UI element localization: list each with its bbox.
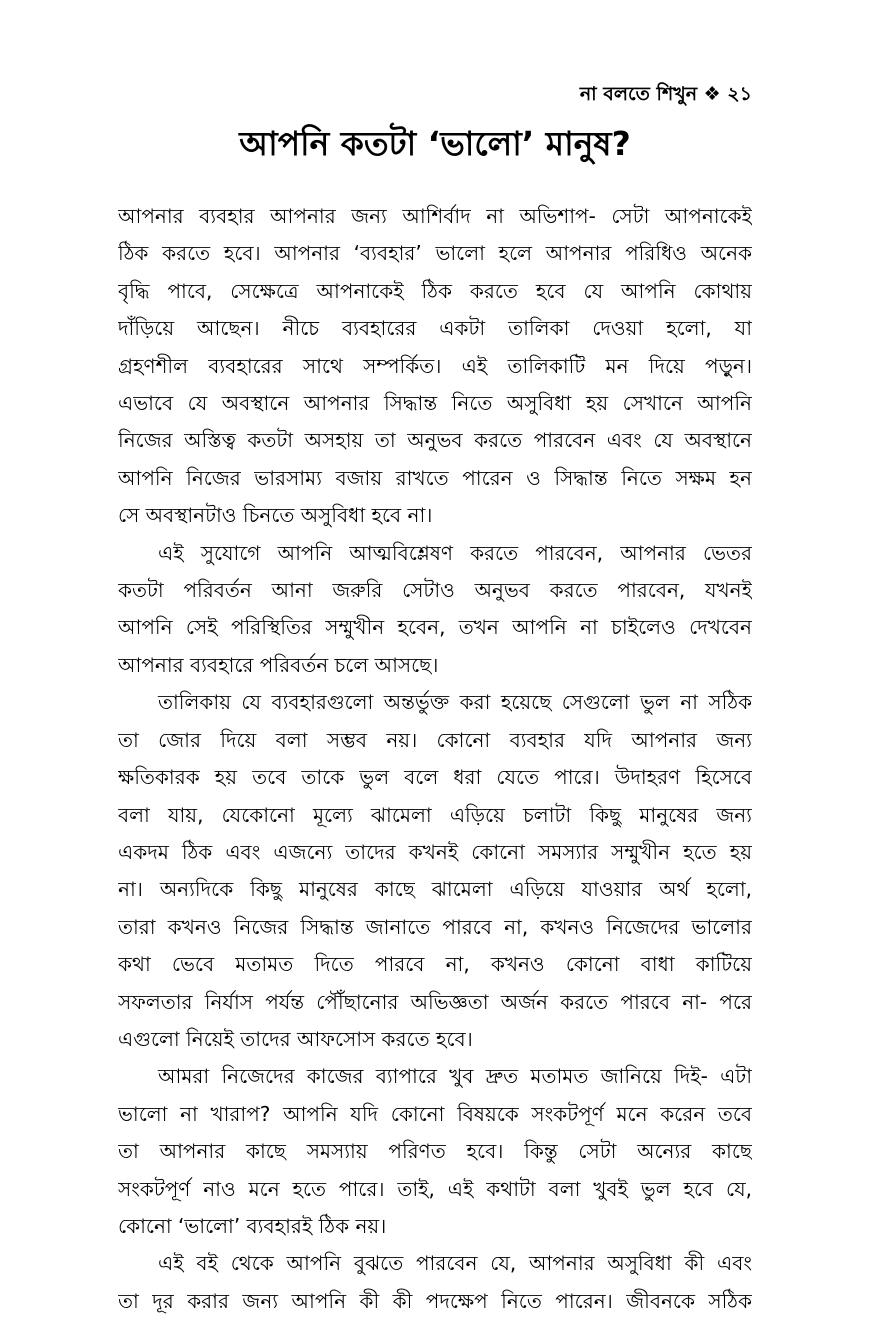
paragraph-3 <box>118 684 752 1058</box>
text-line: নিজের অস্তিত্ব কতটা অসহায় তা অনুভব করতে পারবেন এবং যে অবস্থানে <box>118 428 752 453</box>
page-title: আপনি কতটা ‘ভালো’ মানুষ? <box>239 124 631 163</box>
body-text <box>118 198 752 1320</box>
text-line: ভালো না খারাপ? আপনি যদি কোনো বিষয়কে সংকটপূর্ণ মনে করেন তবে <box>118 1101 752 1126</box>
text-line: না। অন্যদিকে কিছু মানুষের কাছে ঝামেলা এড়িয়ে যাওয়ার অর্থ হলো, <box>118 877 752 902</box>
text-line: আমরা নিজেদের কাজের ব্যাপারে খুব দ্রুত মতামত জানিয়ে দিই- এটা <box>158 1064 752 1089</box>
text-line: দাঁড়িয়ে আছেন। নীচে ব্যবহারের একটা তালিকা দেওয়া হলো, যা <box>118 316 752 341</box>
text-line: কোনো ‘ভালো’ ব্যবহারই ঠিক নয়। <box>118 1213 387 1238</box>
text-line: এভাবে যে অবস্থানে আপনার সিদ্ধান্ত নিতে অসুবিধা হয় সেখানে আপনি <box>118 391 752 416</box>
text-line: সফলতার নির্যাস পর্যন্ত পৌঁছানোর অভিজ্ঞতা অর্জন করতে পারবে না- পরে <box>118 989 752 1014</box>
paragraph-2 <box>118 535 752 685</box>
text-line: এই বই থেকে আপনি বুঝতে পারবেন যে, আপনার অসুবিধা কী এবং <box>158 1251 752 1276</box>
text-line: এই সুযোগে আপনি আত্মবিশ্লেষণ করতে পারবেন, আপনার ভেতর <box>158 540 752 565</box>
text-line: ক্ষতিকারক হয় তবে তাকে ভুল বলে ধরা যেতে পারে। উদাহরণ হিসেবে <box>118 765 752 790</box>
paragraph-5 <box>118 1245 752 1320</box>
text-line: তালিকায় যে ব্যবহারগুলো অন্তর্ভুক্ত করা হয়েছে সেগুলো ভুল না সঠিক <box>158 690 752 715</box>
text-line: একদম ঠিক এবং এজন্যে তাদের কখনই কোনো সমস্যার সম্মুখীন হতে হয় <box>118 839 752 864</box>
text-line: তা জোর দিয়ে বলা সম্ভব নয়। কোনো ব্যবহার যদি আপনার জন্য <box>118 727 752 752</box>
text-line: তা দূর করার জন্য আপনি কী কী পদক্ষেপ নিতে পারেন। জীবনকে সঠিক <box>118 1288 752 1313</box>
text-line: কতটা পরিবর্তন আনা জরুরি সেটাও অনুভব করতে পারবেন, যখনই <box>118 578 752 603</box>
text-line: সে অবস্থানটাও চিনতে অসুবিধা হবে না। <box>118 503 433 528</box>
text-line: সংকটপূর্ণ নাও মনে হতে পারে। তাই, এই কথাটা বলা খুবই ভুল হবে যে, <box>118 1176 752 1201</box>
paragraph-4 <box>118 1058 752 1245</box>
paragraph-1 <box>118 198 752 535</box>
text-line: ঠিক করতে হবে। আপনার ‘ব্যবহার’ ভালো হলে আপনার পরিধিও অনেক <box>118 241 752 266</box>
text-line: তারা কখনও নিজের সিদ্ধান্ত জানাতে পারবে না, কখনও নিজেদের ভালোর <box>118 914 752 939</box>
text-line: আপনার ব্যবহারে পরিবর্তন চলে আসছে। <box>118 652 439 677</box>
text-line: কথা ভেবে মতামত দিতে পারবে না, কখনও কোনো বাধা কাটিয়ে <box>118 952 752 977</box>
text-line: আপনার ব্যবহার আপনার জন্য আশির্বাদ না অভিশাপ- সেটা আপনাকেই <box>118 204 752 228</box>
text-line: এগুলো নিয়েই তাদের আফসোস করতে হবে। <box>118 1026 473 1051</box>
text-line: আপনি সেই পরিস্থিতির সম্মুখীন হবেন, তখন আপনি না চাইলেও দেখবেন <box>118 615 752 640</box>
text-line: বৃদ্ধি পাবে, সেক্ষেত্রে আপনাকেই ঠিক করতে হবে যে আপনি কোথায় <box>118 278 752 303</box>
text-line: আপনি নিজের ভারসাম্য বজায় রাখতে পারেন ও সিদ্ধান্ত নিতে সক্ষম হন <box>118 465 752 490</box>
text-line: তা আপনার কাছে সমস্যায় পরিণত হবে। কিন্তু সেটা অন্যের কাছে <box>118 1139 752 1164</box>
text-line: বলা যায়, যেকোনো মূল্যে ঝামেলা এড়িয়ে চলাটা কিছু মানুষের জন্য <box>118 802 752 827</box>
running-header: না বলতে শিখুন ❖ ২১ <box>579 83 752 105</box>
text-line: গ্রহণশীল ব্যবহারের সাথে সম্পর্কিত। এই তালিকাটি মন দিয়ে পড়ুন। <box>118 353 752 378</box>
